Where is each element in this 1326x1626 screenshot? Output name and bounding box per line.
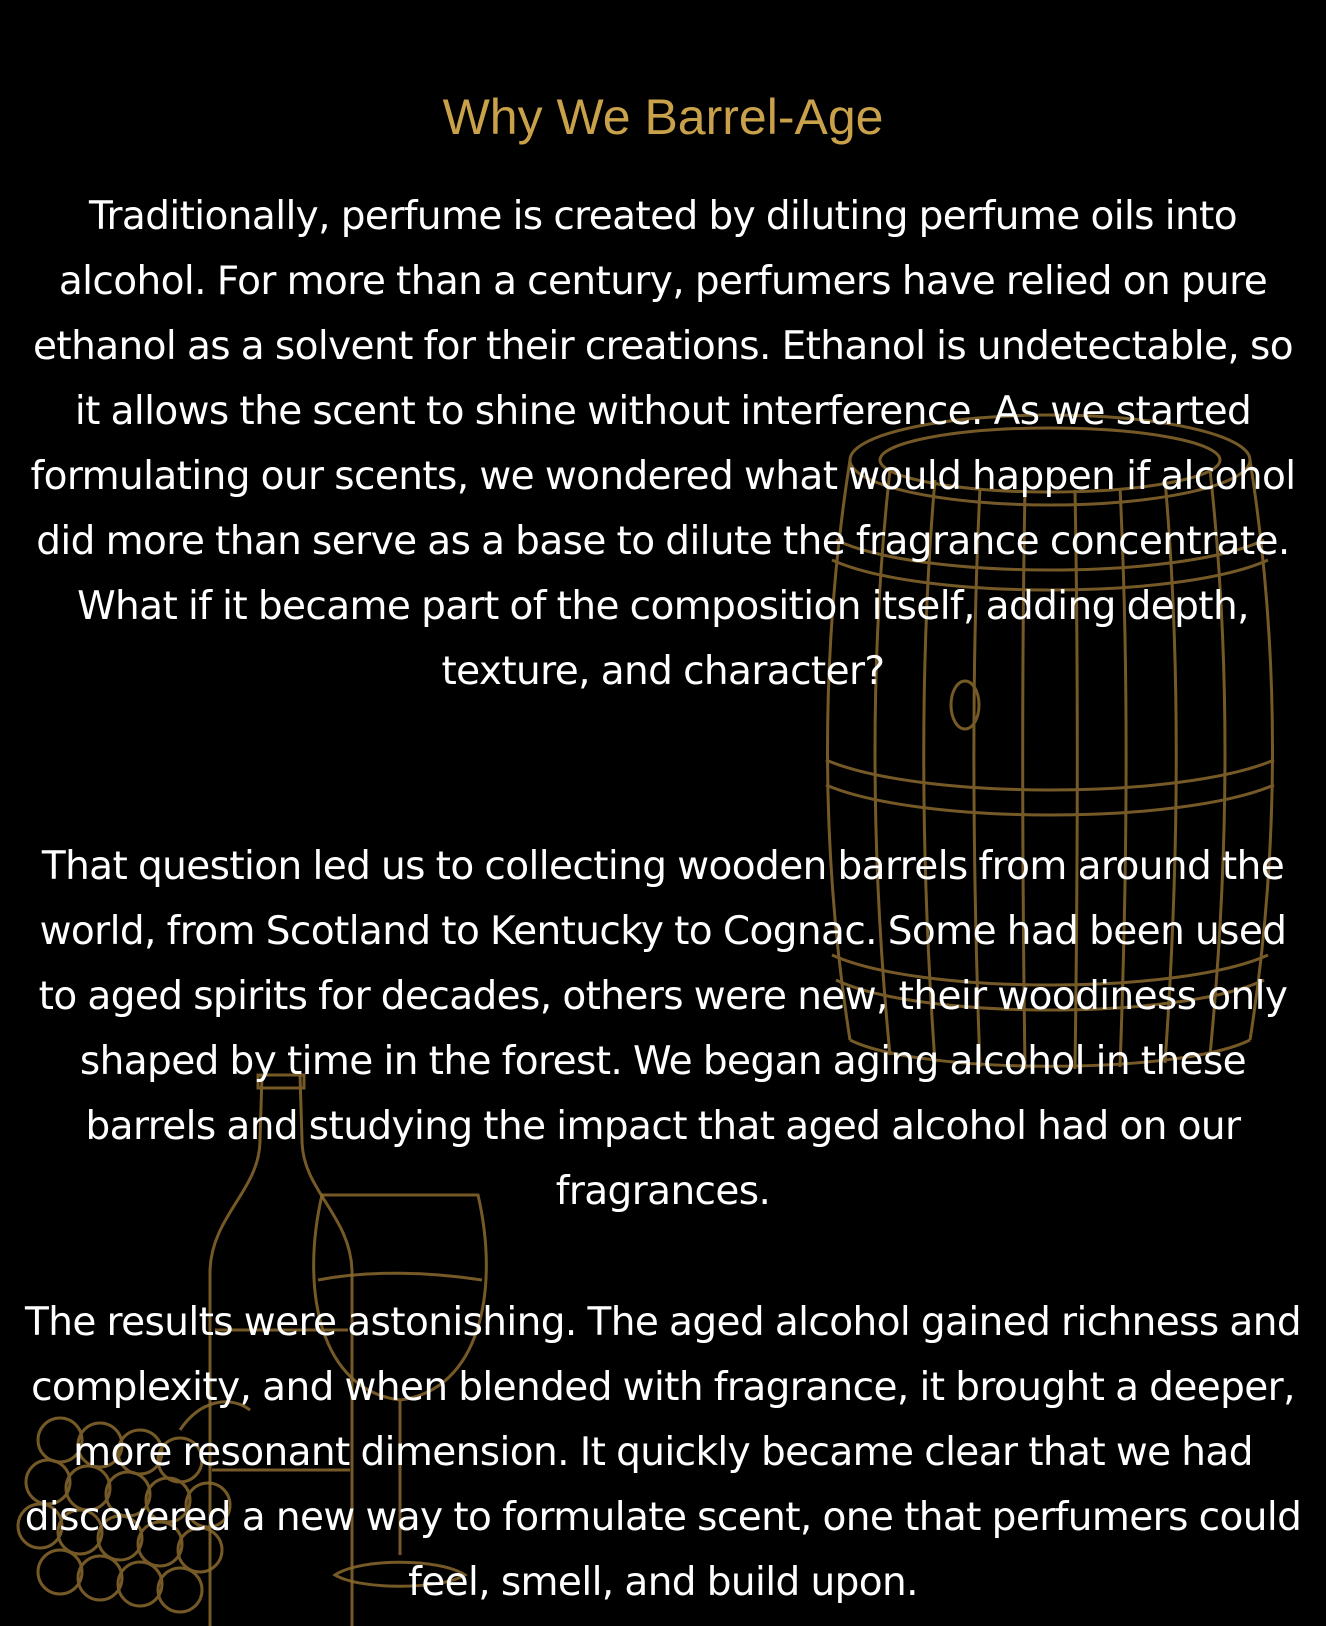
paragraph-intro: Traditionally, perfume is created by diluting perfume oils into alcohol. For more than a century, perfumers have relied on pure ethanol as a solvent for their creations. Ethanol is undetectable, so it allows the scent to shine without interference. As we started formulating our scents, we wondered what would happen if alcohol did more than serve as a base to dilute the fragrance concentrate. What if it became part of the composition itself, adding depth, texture, and character? — [30, 194, 1296, 694]
paragraph-barrels: That question led us to collecting wooden barrels from around the world, from Scotland to Kentucky to Cognac. Some had been used to aged spirits for decades, others were new, their woodiness only shaped by time in the forest. We began aging alcohol in these barrels and studying the impact that aged alcohol had on our fragrances. — [38, 844, 1288, 1214]
page-title: Why We Barrel-Age — [442, 89, 884, 145]
paragraph-results: The results were astonishing. The aged alcohol gained richness and complexity, and when blended with fragrance, it brought a deeper, more resonant dimension. It quickly became clear that we had discovered a new way to formulate scent, one that perfumers could feel, smell, and build upon. — [24, 1300, 1302, 1605]
